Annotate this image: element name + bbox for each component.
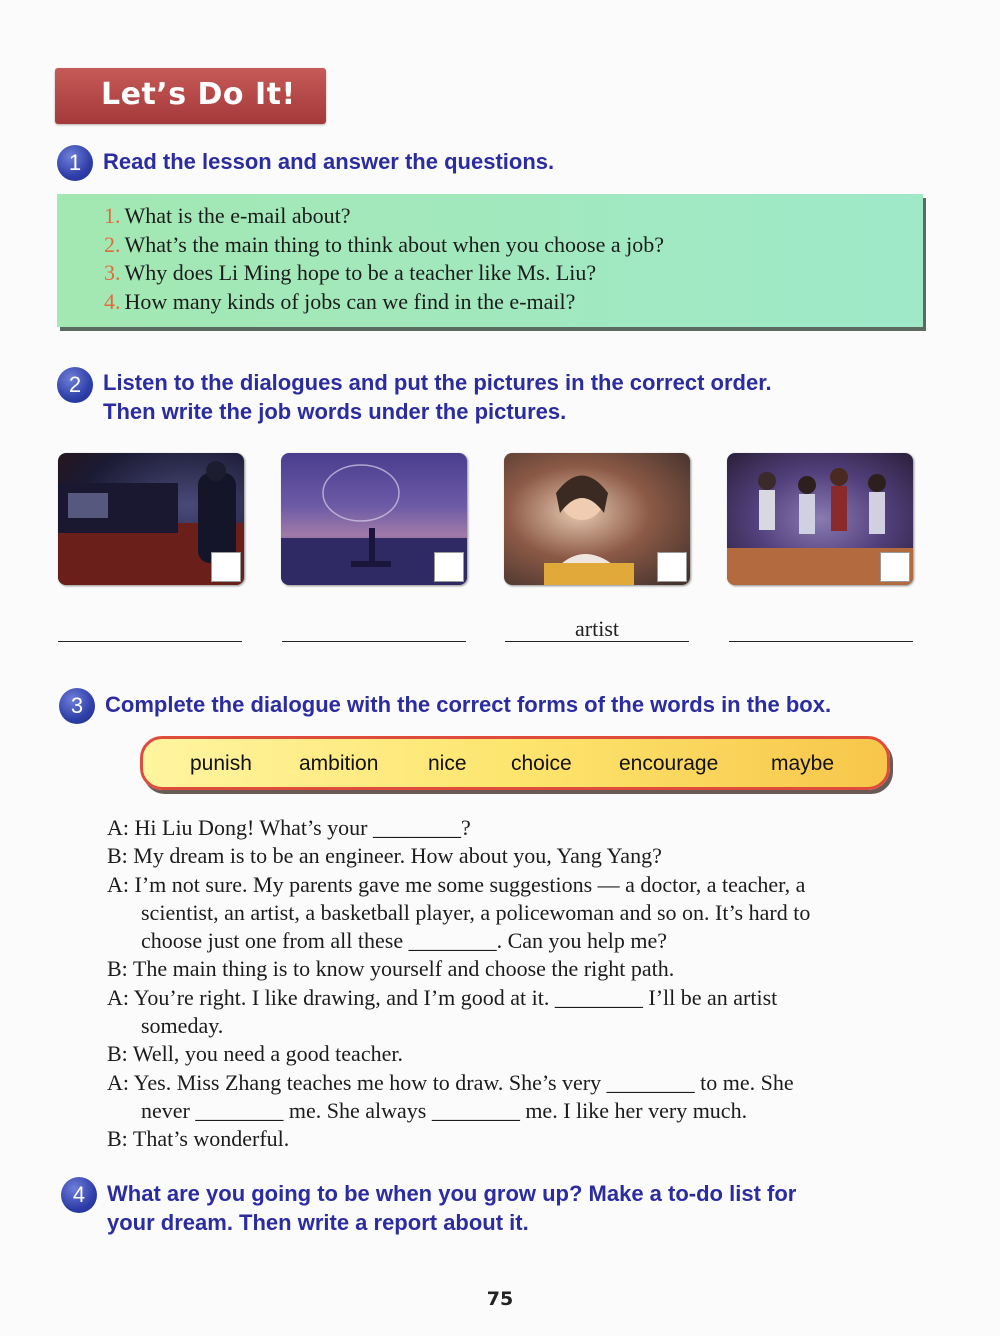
- dialogue-line: B: That’s wonderful.: [107, 1126, 290, 1152]
- section-4-title-line1: What are you going to be when you grow up? Make a to-do list for: [107, 1181, 797, 1206]
- word-box-item: choice: [511, 752, 572, 775]
- dialogue: [107, 814, 937, 1154]
- question-list: [104, 202, 664, 316]
- lets-do-it-banner: [55, 68, 326, 124]
- question-item: 2. What’s the main thing to think about when you choose a job?: [104, 231, 665, 257]
- dialogue-line: A: You’re right. I like drawing, and I’m good at it. ________ I’ll be an artist: [107, 984, 778, 1010]
- question-item: 4. How many kinds of jobs can we find in the e-mail?: [104, 288, 576, 314]
- section-2-title-line2: Then write the job words under the pictures.: [103, 399, 567, 424]
- order-checkbox[interactable]: [211, 552, 241, 582]
- question-item: 3. Why does Li Ming hope to be a teacher like Ms. Liu?: [104, 260, 597, 285]
- section-1-title: Read the lesson and answer the questions.: [103, 149, 555, 174]
- job-answer-blank-2[interactable]: [282, 641, 466, 642]
- question-item: 1. What is the e-mail about?: [104, 203, 351, 228]
- job-answer-blank-4[interactable]: [729, 641, 913, 642]
- questions-box: [57, 194, 923, 327]
- job-answer-word-artist: artist: [575, 616, 619, 641]
- word-box-item: encourage: [619, 752, 719, 775]
- dialogue-line: A: Yes. Miss Zhang teaches me how to draw. She’s very ________ to me. She: [107, 1069, 794, 1095]
- dialogue-line: A: I’m not sure. My parents gave me some suggestions — a doctor, a teacher, a: [107, 871, 806, 897]
- dialogue-line: scientist, an artist, a basketball player, a policewoman and so on. It’s hard to: [141, 899, 811, 925]
- picture-basketball-photo: [727, 453, 913, 585]
- order-checkbox[interactable]: [657, 552, 687, 582]
- page-number: 75: [486, 1288, 514, 1310]
- section-2-title-line1: Listen to the dialogues and put the pictures in the correct order.: [103, 370, 772, 395]
- dialogue-line: never ________ me. She always ________ me. I like her very much.: [141, 1097, 748, 1123]
- dialogue-line: B: Well, you need a good teacher.: [107, 1041, 403, 1067]
- job-answer-blank-1[interactable]: [58, 641, 242, 642]
- word-box: [140, 736, 890, 790]
- section-3-title: Complete the dialogue with the correct forms of the words in the box.: [105, 692, 832, 717]
- word-box-item: punish: [190, 752, 252, 775]
- section-3-number: 3: [59, 688, 95, 724]
- picture-policewoman-photo: [58, 453, 244, 585]
- order-checkbox[interactable]: [880, 552, 910, 582]
- section-4-number: 4: [61, 1177, 97, 1213]
- banner-title: Let’s Do It!: [101, 77, 296, 112]
- order-checkbox[interactable]: [434, 552, 464, 582]
- section-1-number: 1: [57, 145, 93, 181]
- word-box-item: maybe: [771, 752, 835, 775]
- picture-artist-photo: [504, 453, 690, 585]
- dialogue-line: B: My dream is to be an engineer. How about you, Yang Yang?: [107, 843, 662, 869]
- word-box-item: ambition: [299, 752, 379, 775]
- section-2-number: 2: [57, 367, 93, 403]
- dialogue-line: A: Hi Liu Dong! What’s your ________?: [107, 815, 471, 840]
- dialogue-line: choose just one from all these ________. Can you help me?: [141, 928, 668, 954]
- section-4-title-line2: your dream. Then write a report about it.: [107, 1210, 529, 1235]
- dialogue-line: someday.: [141, 1013, 224, 1039]
- word-box-item: nice: [428, 752, 467, 775]
- picture-fisherman-photo: [281, 453, 467, 585]
- dialogue-line: B: The main thing is to know yourself and choose the right path.: [107, 956, 675, 982]
